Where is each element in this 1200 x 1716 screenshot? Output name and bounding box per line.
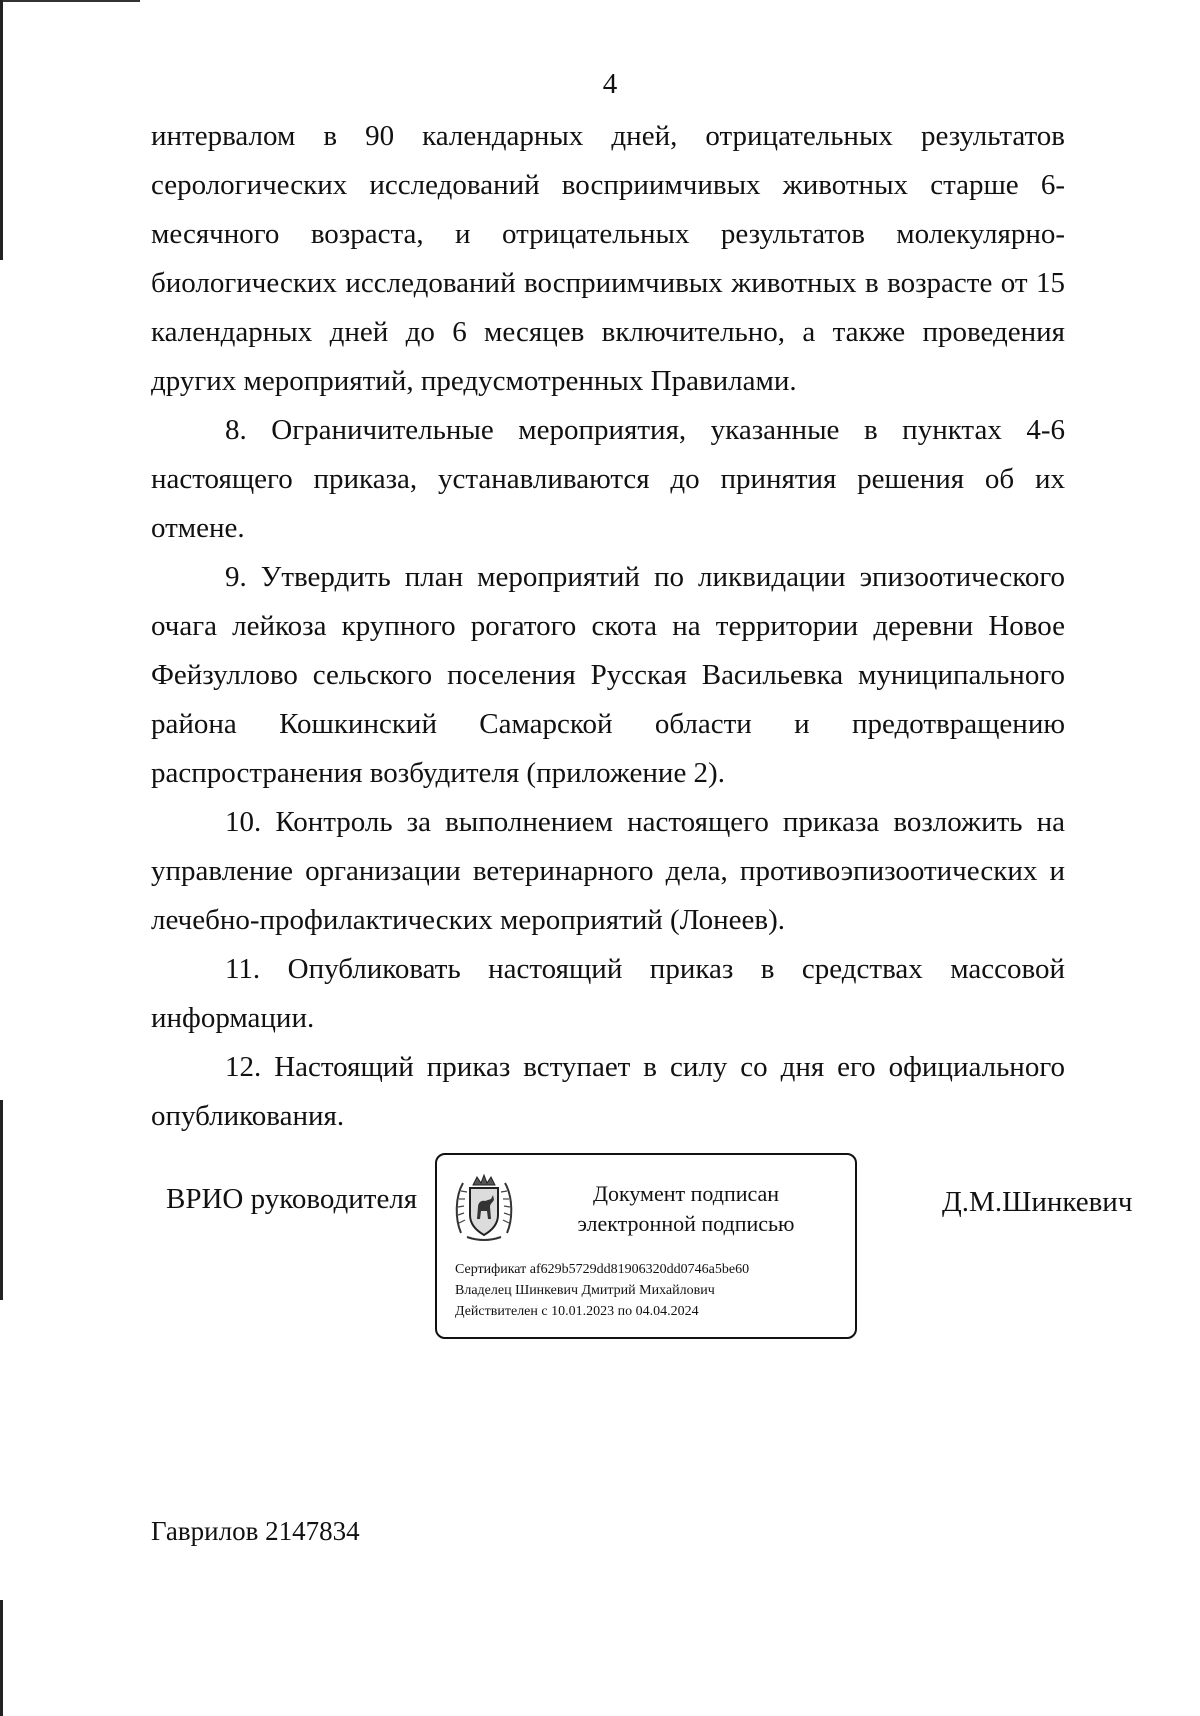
document-body <box>151 112 1065 1141</box>
stamp-heading <box>527 1179 845 1239</box>
stamp-validity: Действителен с 10.01.2023 по 04.04.2024 <box>455 1304 699 1319</box>
scan-edge-left-middle <box>0 1100 3 1300</box>
paragraph-8: 8. Ограничительные мероприятия, указанные в пунктах 4-6 настоящего приказа, устанавливаются до принятия решения об их отмене. <box>151 414 1065 544</box>
executor-note: Гаврилов 2147834 <box>151 1516 360 1546</box>
signer-name: Д.М.Шинкевич <box>942 1186 1133 1218</box>
paragraph-10: 10. Контроль за выполнением настоящего приказа возложить на управление организации ветеринарного дела, противоэпизоотических и лечебно-профилактических мероприятий (Лонеев). <box>151 806 1065 936</box>
page-number: 4 <box>602 68 618 100</box>
signer-position: ВРИО руководителя <box>166 1183 418 1215</box>
stamp-certificate: Сертификат af629b5729dd81906320dd0746a5be60 <box>455 1262 750 1277</box>
stamp-details <box>455 1259 749 1322</box>
electronic-signature-stamp <box>435 1153 857 1339</box>
paragraph-continuation: интервалом в 90 календарных дней, отрицательных результатов серологических исследований восприимчивых животных старше 6-месячного возраста, и отрицательных результатов молекулярно-биологических исследований восприимчивых животных в возрасте от 15 календарных дней до 6 месяцев включительно, а также проведения других мероприятий, предусмотренных Правилами. <box>151 120 1065 397</box>
stamp-heading-line-2: электронной подписью <box>577 1211 795 1236</box>
paragraph-12: 12. Настоящий приказ вступает в силу со дня его официального опубликования. <box>151 1051 1065 1132</box>
scan-edge-left-upper <box>0 0 3 260</box>
paragraph-9: 9. Утвердить план мероприятий по ликвидации эпизоотического очага лейкоза крупного рогатого скота на территории деревни Новое Фейзуллово сельского поселения Русская Васильевка муниципального района Кошкинский Самарской области и предотвращению распространения возбудителя (приложение 2). <box>151 561 1065 789</box>
coat-of-arms-icon <box>453 1171 515 1243</box>
scan-edge-left-lower <box>0 1600 3 1716</box>
scan-edge-top <box>0 0 140 2</box>
paragraph-11: 11. Опубликовать настоящий приказ в средствах массовой информации. <box>151 953 1065 1034</box>
stamp-heading-line-1: Документ подписан <box>592 1181 780 1206</box>
stamp-owner: Владелец Шинкевич Дмитрий Михайлович <box>455 1283 715 1298</box>
